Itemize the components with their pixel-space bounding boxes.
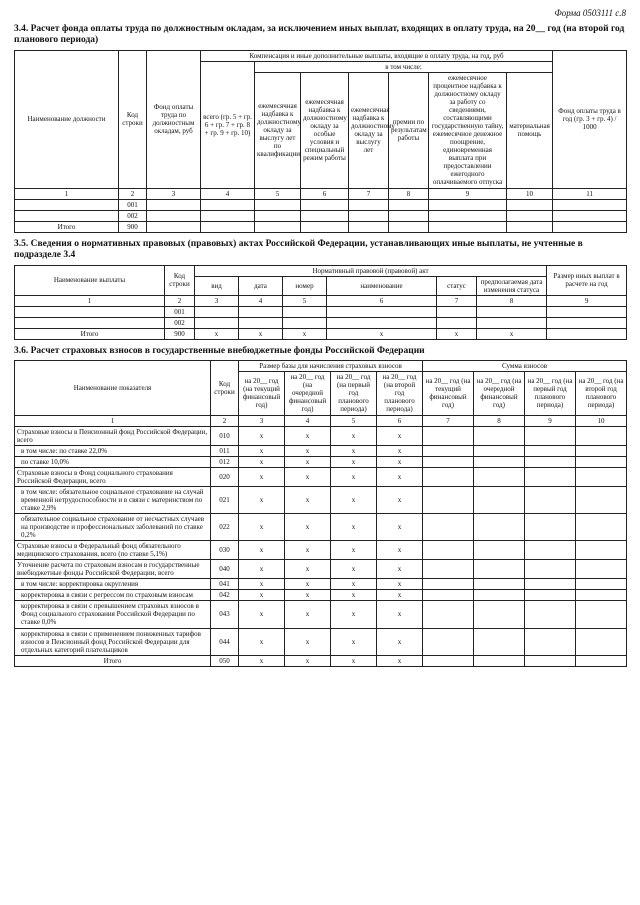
value-cell[interactable] bbox=[423, 560, 474, 579]
total-row bbox=[15, 655, 627, 666]
colnum: 10 bbox=[576, 415, 627, 426]
x-mark: х bbox=[285, 456, 331, 467]
colnum: 3 bbox=[147, 188, 201, 199]
hdr-c10: материальная помощь bbox=[507, 72, 553, 188]
colnum: 8 bbox=[477, 295, 547, 306]
table-row bbox=[15, 456, 627, 467]
colnum: 6 bbox=[327, 295, 437, 306]
value-cell[interactable] bbox=[474, 513, 525, 540]
hdr-code: Код строки bbox=[119, 50, 147, 188]
value-cell[interactable] bbox=[474, 426, 525, 445]
x-mark: х bbox=[331, 513, 377, 540]
value-cell[interactable] bbox=[474, 445, 525, 456]
row-code: 043 bbox=[211, 601, 239, 628]
row-code: 011 bbox=[211, 445, 239, 456]
x-mark: х bbox=[377, 560, 423, 579]
table-row bbox=[15, 579, 627, 590]
colnum: 5 bbox=[283, 295, 327, 306]
colnum: 5 bbox=[331, 415, 377, 426]
value-cell[interactable] bbox=[474, 456, 525, 467]
colnum: 3 bbox=[239, 415, 285, 426]
hdr-c7: ежемесячная надбавка к должностному окладу за выслугу лет bbox=[349, 72, 389, 188]
x-mark: х bbox=[285, 579, 331, 590]
colnum: 8 bbox=[474, 415, 525, 426]
hdr-c9: ежемесячное процентное надбавка к должностному окладу за работу со сведениями, составляющими государственную тайну, ежемесячное денежное поощрение, единовременная выплата при предоставлении ежегодного оплачиваемого отпуска bbox=[429, 72, 507, 188]
hdr-in-that: в том числе: bbox=[255, 61, 553, 72]
value-cell[interactable] bbox=[423, 456, 474, 467]
row-code: 001 bbox=[165, 306, 195, 317]
x-mark: х bbox=[239, 541, 285, 560]
table-row bbox=[15, 601, 627, 628]
row-code: 041 bbox=[211, 579, 239, 590]
row-code: 010 bbox=[211, 426, 239, 445]
value-cell[interactable] bbox=[576, 486, 627, 513]
value-cell[interactable] bbox=[576, 541, 627, 560]
table-row bbox=[15, 541, 627, 560]
total-code: 050 bbox=[211, 655, 239, 666]
value-cell[interactable] bbox=[576, 560, 627, 579]
hdr-indicator: Наименование показателя bbox=[15, 361, 211, 415]
hdr-sum-y2: на 20__ год (на очередной финансовый год) bbox=[474, 372, 525, 415]
insurance-rows bbox=[15, 426, 627, 655]
x-mark: х bbox=[285, 655, 331, 666]
value-cell[interactable] bbox=[474, 601, 525, 628]
hdr-position: Наименование должности bbox=[15, 50, 119, 188]
colnum: 4 bbox=[239, 295, 283, 306]
row-code: 002 bbox=[119, 210, 147, 221]
row-code: 012 bbox=[211, 456, 239, 467]
hdr-c5: ежемесячная надбавка к должностному окладу за выслугу лет по квалификации bbox=[255, 72, 301, 188]
value-cell[interactable] bbox=[525, 590, 576, 601]
x-mark: х bbox=[331, 486, 377, 513]
value-cell[interactable] bbox=[525, 601, 576, 628]
value-cell[interactable] bbox=[474, 541, 525, 560]
hdr-sum-y4: на 20__ год (на второй год планового периода) bbox=[576, 372, 627, 415]
colnum: 1 bbox=[15, 295, 165, 306]
x-mark: х bbox=[377, 426, 423, 445]
hdr-status-date: предполагаемая дата изменения статуса bbox=[477, 276, 547, 295]
table-row bbox=[15, 486, 627, 513]
hdr-amount: Размер иных выплат в расчете на год bbox=[547, 265, 627, 295]
form-code: Форма 0503111 с.8 bbox=[554, 8, 626, 18]
value-cell[interactable] bbox=[576, 513, 627, 540]
x-mark: х bbox=[239, 628, 285, 655]
colnum: 4 bbox=[285, 415, 331, 426]
colnum: 5 bbox=[255, 188, 301, 199]
row-label: корректировка в связи с превышением страховых взносов в Фонд социального страхования Российской Федерации по ставке 0,0% bbox=[15, 601, 211, 628]
value-cell[interactable] bbox=[525, 486, 576, 513]
row-label: Страховые взносы в Пенсионный фонд Российской Федерации, всего bbox=[15, 426, 211, 445]
colnum: 10 bbox=[507, 188, 553, 199]
value-cell[interactable] bbox=[423, 426, 474, 445]
table-row bbox=[15, 445, 627, 456]
hdr-code: Код строки bbox=[165, 265, 195, 295]
x-mark: х bbox=[437, 328, 477, 339]
colnum: 9 bbox=[547, 295, 627, 306]
table-row bbox=[15, 199, 627, 210]
value-cell[interactable] bbox=[525, 579, 576, 590]
x-mark: х bbox=[331, 456, 377, 467]
x-mark: х bbox=[331, 628, 377, 655]
colnum: 6 bbox=[377, 415, 423, 426]
colnum: 1 bbox=[15, 415, 211, 426]
x-mark: х bbox=[377, 601, 423, 628]
hdr-base-y1: на 20__ год (на текущий финансовый год) bbox=[239, 372, 285, 415]
x-mark: х bbox=[377, 655, 423, 666]
x-mark: х bbox=[331, 467, 377, 486]
value-cell[interactable] bbox=[423, 628, 474, 655]
hdr-number: номер bbox=[283, 276, 327, 295]
x-mark: х bbox=[285, 486, 331, 513]
row-code: 030 bbox=[211, 541, 239, 560]
x-mark: х bbox=[285, 467, 331, 486]
table-row bbox=[15, 513, 627, 540]
table-row bbox=[15, 590, 627, 601]
x-mark: х bbox=[331, 445, 377, 456]
value-cell[interactable] bbox=[423, 445, 474, 456]
colnum: 7 bbox=[423, 415, 474, 426]
total-label: Итого bbox=[15, 221, 119, 232]
x-mark: х bbox=[377, 590, 423, 601]
x-mark: х bbox=[285, 590, 331, 601]
x-mark: х bbox=[331, 579, 377, 590]
value-cell[interactable] bbox=[525, 426, 576, 445]
hdr-other-group: Компенсация и иные дополнительные выплаты, входящие в оплату труда, на год, руб bbox=[201, 50, 553, 61]
value-cell[interactable] bbox=[576, 590, 627, 601]
hdr-status: статус bbox=[437, 276, 477, 295]
total-row bbox=[15, 328, 627, 339]
value-cell[interactable] bbox=[423, 486, 474, 513]
hdr-name: наименование bbox=[327, 276, 437, 295]
hdr-act-group: Нормативный правовой (правовой) акт bbox=[195, 265, 547, 276]
row-code: 002 bbox=[165, 317, 195, 328]
value-cell[interactable] bbox=[525, 467, 576, 486]
x-mark: х bbox=[331, 601, 377, 628]
x-mark: х bbox=[239, 467, 285, 486]
x-mark: х bbox=[239, 579, 285, 590]
x-mark: х bbox=[239, 513, 285, 540]
x-mark: х bbox=[195, 328, 239, 339]
row-label: в том числе: корректировка округления bbox=[15, 579, 211, 590]
value-cell[interactable] bbox=[525, 560, 576, 579]
total-code: 900 bbox=[165, 328, 195, 339]
hdr-date: дата bbox=[239, 276, 283, 295]
x-mark: х bbox=[285, 541, 331, 560]
x-mark: х bbox=[377, 628, 423, 655]
row-label: в том числе: обязательное социальное страхование на случай временной нетрудоспособности и в связи с материнством по ставке 2,9% bbox=[15, 486, 211, 513]
row-label: обязательное социальное страхование от несчастных случаев на производстве и профессиональных заболеваний по ставке 0,2% bbox=[15, 513, 211, 540]
x-mark: х bbox=[285, 601, 331, 628]
insurance-contributions-table bbox=[14, 360, 627, 667]
value-cell[interactable] bbox=[423, 467, 474, 486]
colnum: 7 bbox=[437, 295, 477, 306]
value-cell[interactable] bbox=[576, 456, 627, 467]
row-code: 021 bbox=[211, 486, 239, 513]
hdr-total: всего (гр. 5 + гр. 6 + гр. 7 + гр. 8 + гр. 9 + гр. 10) bbox=[201, 61, 255, 188]
x-mark: х bbox=[327, 328, 437, 339]
colnum: 8 bbox=[389, 188, 429, 199]
value-cell[interactable] bbox=[576, 426, 627, 445]
x-mark: х bbox=[239, 601, 285, 628]
value-cell[interactable] bbox=[525, 628, 576, 655]
colnum: 2 bbox=[165, 295, 195, 306]
row-label: Страховые взносы в Фонд социального страхования Российской Федерации, всего bbox=[15, 467, 211, 486]
colnum: 11 bbox=[553, 188, 627, 199]
x-mark: х bbox=[239, 456, 285, 467]
table-row bbox=[15, 467, 627, 486]
x-mark: х bbox=[239, 590, 285, 601]
hdr-base-y3: на 20__ год (на первый год планового периода) bbox=[331, 372, 377, 415]
hdr-payment: Наименование выплаты bbox=[15, 265, 165, 295]
x-mark: х bbox=[239, 486, 285, 513]
table-row bbox=[15, 210, 627, 221]
x-mark: х bbox=[285, 628, 331, 655]
table-row bbox=[15, 317, 627, 328]
total-code: 900 bbox=[119, 221, 147, 232]
value-cell[interactable] bbox=[423, 513, 474, 540]
hdr-c6: ежемесячная надбавка к должностному окладу за особые условия и специальный режим работы bbox=[301, 72, 349, 188]
section-3-4-title: 3.4. Расчет фонда оплаты труда по должностным окладам, за исключением иных выплат, входящих в оплату труда, на 20__ год (на второй год планового периода) bbox=[14, 24, 625, 46]
salary-fund-table bbox=[14, 50, 627, 233]
value-cell[interactable] bbox=[525, 513, 576, 540]
colnum: 9 bbox=[525, 415, 576, 426]
row-label: корректировка в связи с применением пониженных тарифов взносов в Пенсионный фонд Российской Федерации для отдельных категорий плательщиков bbox=[15, 628, 211, 655]
row-label: Страховые взносы в Федеральный фонд обязательного медицинского страхования, всего (по ставке 5,1%) bbox=[15, 541, 211, 560]
x-mark: х bbox=[239, 445, 285, 456]
row-code: 022 bbox=[211, 513, 239, 540]
x-mark: х bbox=[285, 445, 331, 456]
section-3-5-title: 3.5. Сведения о нормативных правовых (правовых) актах Российской Федерации, устанавливающих иные выплаты, не учтенные в подразделе 3.4 bbox=[14, 238, 583, 261]
value-cell[interactable] bbox=[525, 456, 576, 467]
x-mark: х bbox=[331, 590, 377, 601]
colnum: 3 bbox=[195, 295, 239, 306]
hdr-salary-fund: Фонд оплаты труда по должностным окладам, руб bbox=[147, 50, 201, 188]
x-mark: х bbox=[239, 560, 285, 579]
table-row bbox=[15, 306, 627, 317]
hdr-code: Код строки bbox=[211, 361, 239, 415]
x-mark: х bbox=[477, 328, 547, 339]
value-cell[interactable] bbox=[474, 579, 525, 590]
x-mark: х bbox=[331, 655, 377, 666]
hdr-fund-total: Фонд оплаты труда в год (гр. 3 + гр. 4) / 1000 bbox=[553, 50, 627, 188]
x-mark: х bbox=[377, 513, 423, 540]
row-code: 044 bbox=[211, 628, 239, 655]
value-cell[interactable] bbox=[576, 579, 627, 590]
value-cell[interactable] bbox=[474, 628, 525, 655]
colnum: 1 bbox=[15, 188, 119, 199]
x-mark: х bbox=[377, 486, 423, 513]
row-label: корректировка в связи с регрессом по страховым взносам bbox=[15, 590, 211, 601]
colnum: 4 bbox=[201, 188, 255, 199]
hdr-sum-y3: на 20__ год (на первый год планового периода) bbox=[525, 372, 576, 415]
colnum: 6 bbox=[301, 188, 349, 199]
x-mark: х bbox=[377, 456, 423, 467]
x-mark: х bbox=[285, 560, 331, 579]
value-cell[interactable] bbox=[474, 467, 525, 486]
x-mark: х bbox=[331, 541, 377, 560]
colnum: 7 bbox=[349, 188, 389, 199]
value-cell[interactable] bbox=[423, 541, 474, 560]
row-code: 042 bbox=[211, 590, 239, 601]
value-cell[interactable] bbox=[576, 628, 627, 655]
value-cell[interactable] bbox=[525, 541, 576, 560]
total-label: Итого bbox=[15, 655, 211, 666]
hdr-c8: премии по результатам работы bbox=[389, 72, 429, 188]
section-3-6-title: 3.6. Расчет страховых взносов в государственные внебюджетные фонды Российской Федерации bbox=[14, 345, 425, 356]
row-code: 040 bbox=[211, 560, 239, 579]
x-mark: х bbox=[283, 328, 327, 339]
hdr-base-group: Размер базы для начисления страховых взносов bbox=[239, 361, 423, 372]
total-label: Итого bbox=[15, 328, 165, 339]
value-cell[interactable] bbox=[423, 601, 474, 628]
x-mark: х bbox=[285, 426, 331, 445]
colnum: 2 bbox=[119, 188, 147, 199]
hdr-sum-y1: на 20__ год (на текущий финансовый год) bbox=[423, 372, 474, 415]
value-cell[interactable] bbox=[576, 445, 627, 456]
value-cell[interactable] bbox=[474, 486, 525, 513]
x-mark: х bbox=[377, 467, 423, 486]
colnum: 9 bbox=[429, 188, 507, 199]
value-cell[interactable] bbox=[423, 590, 474, 601]
colnum: 2 bbox=[211, 415, 239, 426]
x-mark: х bbox=[239, 328, 283, 339]
hdr-base-y4: на 20__ год (на второй год планового периода) bbox=[377, 372, 423, 415]
x-mark: х bbox=[377, 579, 423, 590]
value-cell[interactable] bbox=[474, 560, 525, 579]
x-mark: х bbox=[377, 445, 423, 456]
total-row bbox=[15, 221, 627, 232]
row-code: 001 bbox=[119, 199, 147, 210]
other-payments-table bbox=[14, 265, 627, 340]
row-label: Уточнение расчета по страховым взносам в государственные внебюджетные фонды Российской Федерации, всего bbox=[15, 560, 211, 579]
x-mark: х bbox=[239, 426, 285, 445]
x-mark: х bbox=[331, 560, 377, 579]
row-label: по ставке 10,0% bbox=[15, 456, 211, 467]
value-cell[interactable] bbox=[525, 445, 576, 456]
x-mark: х bbox=[239, 655, 285, 666]
row-label: в том числе: по ставке 22,0% bbox=[15, 445, 211, 456]
hdr-kind: вид bbox=[195, 276, 239, 295]
value-cell[interactable] bbox=[423, 579, 474, 590]
x-mark: х bbox=[377, 541, 423, 560]
table-row bbox=[15, 628, 627, 655]
x-mark: х bbox=[285, 513, 331, 540]
table-row bbox=[15, 426, 627, 445]
hdr-base-y2: на 20__ год (на очередной финансовый год) bbox=[285, 372, 331, 415]
table-row bbox=[15, 560, 627, 579]
value-cell[interactable] bbox=[576, 467, 627, 486]
value-cell[interactable] bbox=[474, 590, 525, 601]
x-mark: х bbox=[331, 426, 377, 445]
hdr-sum-group: Сумма взносов bbox=[423, 361, 627, 372]
value-cell[interactable] bbox=[576, 601, 627, 628]
row-code: 020 bbox=[211, 467, 239, 486]
